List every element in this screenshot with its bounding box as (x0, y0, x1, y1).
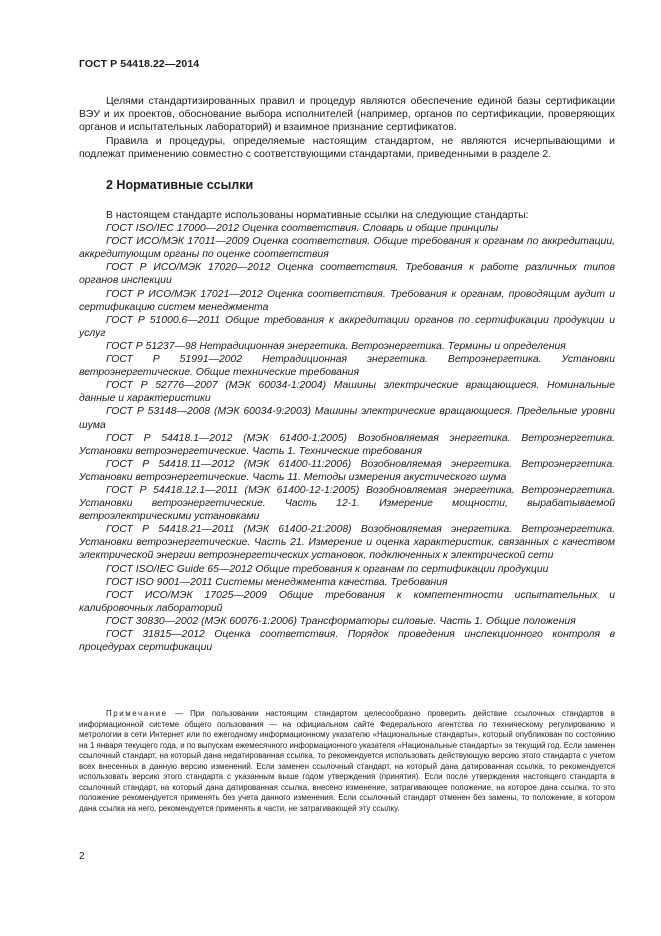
reference-item: ГОСТ 30830—2002 (МЭК 60076-1:2006) Трансформаторы силовые. Часть 1. Общие положения (106, 615, 576, 627)
intro-paragraph: Целями стандартизированных правил и процедур являются обеспечение единой базы сертификации ВЭУ и их проектов, обоснование выбора исполнителей (например, органов по сертификации, проверяющих органов и испытательных лабораторий) и взаимное признание сертификатов. (79, 96, 615, 134)
references-intro: В настоящем стандарте использованы нормативные ссылки на следующие стандарты: (106, 210, 529, 221)
reference-item: ГОСТ Р 52776—2007 (МЭК 60034-1:2004) Машины электрические вращающиеся. Номинальные данные и характеристики (79, 380, 615, 405)
note-label: Примечание (106, 709, 168, 718)
reference-item: ГОСТ Р 53148—2008 (МЭК 60034-9:2003) Машины электрические вращающиеся. Предельные уровни шума (79, 406, 615, 431)
reference-item: ГОСТ ISO/IEC 17000—2012 Оценка соответствия. Словарь и общие принципы (106, 223, 499, 235)
page-number: 2 (79, 851, 85, 862)
note-paragraph (79, 709, 615, 814)
intro-paragraph: Правила и процедуры, определяемые настоящим стандартом, не являются исчерпывающими и подлежат применению совместно с соответствующими стандартами, приведенными в разделе 2. (79, 135, 615, 160)
reference-item: ГОСТ Р ИСО/МЭК 17020—2012 Оценка соответствия. Требования к работе различных типов органов инспекции (79, 262, 615, 287)
reference-item: ГОСТ ИСО/МЭК 17011—2009 Оценка соответствия. Общие требования к органам по аккредитации, аккредитующим органы по оценке соответствия (79, 236, 615, 261)
reference-item: ГОСТ Р 51000.6—2011 Общие требования к аккредитации органов по сертификации продукции и услуг (79, 314, 615, 339)
reference-item: ГОСТ Р 54418.21—2011 (МЭК 61400-21:2008) Возобновляемая энергетика. Ветроэнергетика. Установки ветроэнергетические. Часть 21. Измерение и оценка характеристик, связанных с качеством электрической энергии ветроэнергетических установок, подключенных к электрической сети (79, 524, 615, 562)
reference-item: ГОСТ Р 54418.12.1—2011 (МЭК 61400-12-1:2005) Возобновляемая энергетика. Ветроэнергетика. Установки ветроэнергетические. Часть 12-1. Измерение мощности, вырабатываемой ветроэлектрическими установками (79, 484, 615, 523)
reference-item: ГОСТ Р 54418.11—2012 (МЭК 61400-11:2006) Возобновляемая энергетика. Ветроэнергетика. Установки ветроэнергетические. Часть 11. Методы измерения акустического шума (79, 458, 615, 483)
reference-item: ГОСТ ISO/IEC Guide 65—2012 Общие требования к органам по сертификации продукции (106, 563, 549, 575)
intro-block (79, 95, 615, 161)
reference-item: ГОСТ ИСО/МЭК 17025—2009 Общие требования к компетентности испытательных и калибровочных лабораторий (79, 589, 615, 614)
reference-item: ГОСТ Р ИСО/МЭК 17021—2012 Оценка соответствия. Требования к органам, проводящим аудит и сертификацию систем менеджмента (79, 288, 615, 313)
note-block (79, 709, 615, 814)
reference-item: ГОСТ Р 51237—98 Нетрадиционная энергетика. Ветроэнергетика. Термины и определения (106, 340, 566, 352)
reference-item: ГОСТ ISO 9001—2011 Системы менеджмента качества. Требования (106, 576, 448, 588)
note-text: — При пользовании настоящим стандартом целесообразно проверить действие ссылочных стандартов в информационной системе общего пользования — на официальном сайте Федерального агентства по техническому регулированию и метрологии в сети Интернет или по ежегодному информационному указателю «Национальные стандарты», который опубликован по состоянию на 1 января текущего года, и по выпускам ежемесячного информационного указателя «Национальные стандарты» за текущий год. Если заменен ссылочный стандарт, на который дана недатированная ссылка, то рекомендуется использовать действующую версию этого стандарта с учетом всех внесенных в данную версию изменений. Если заменен ссылочный стандарт, на который дана датированная ссылка, то рекомендуется использовать версию этого стандарта с указанным выше годом утверждения (принятия). Если после утверждения настоящего стандарта в ссылочный стандарт, на который дана датированная ссылка, внесено изменение, затрагивающее положение, на которое дана ссылка, то это положение рекомендуется применять без учета данного изменения. Если ссылочный стандарт отменен без замены, то положение, в котором дана ссылка на него, рекомендуется применять в части, не затрагивающей эту ссылку. (79, 709, 615, 813)
references-list (79, 209, 615, 654)
reference-item: ГОСТ Р 51991—2002 Нетрадиционная энергетика. Ветроэнергетика. Установки ветроэнергетические. Общие технические требования (79, 354, 615, 379)
reference-item: ГОСТ Р 54418.1—2012 (МЭК 61400-1:2005) Возобновляемая энергетика. Ветроэнергетика. Установки ветроэнергетические. Часть 1. Технические требования (79, 432, 615, 457)
document-header: ГОСТ Р 54418.22—2014 (79, 58, 200, 70)
section-title: 2 Нормативные ссылки (106, 178, 254, 192)
reference-item: ГОСТ 31815—2012 Оценка соответствия. Порядок проведения инспекционного контроля в процедурах сертификации (79, 629, 615, 654)
